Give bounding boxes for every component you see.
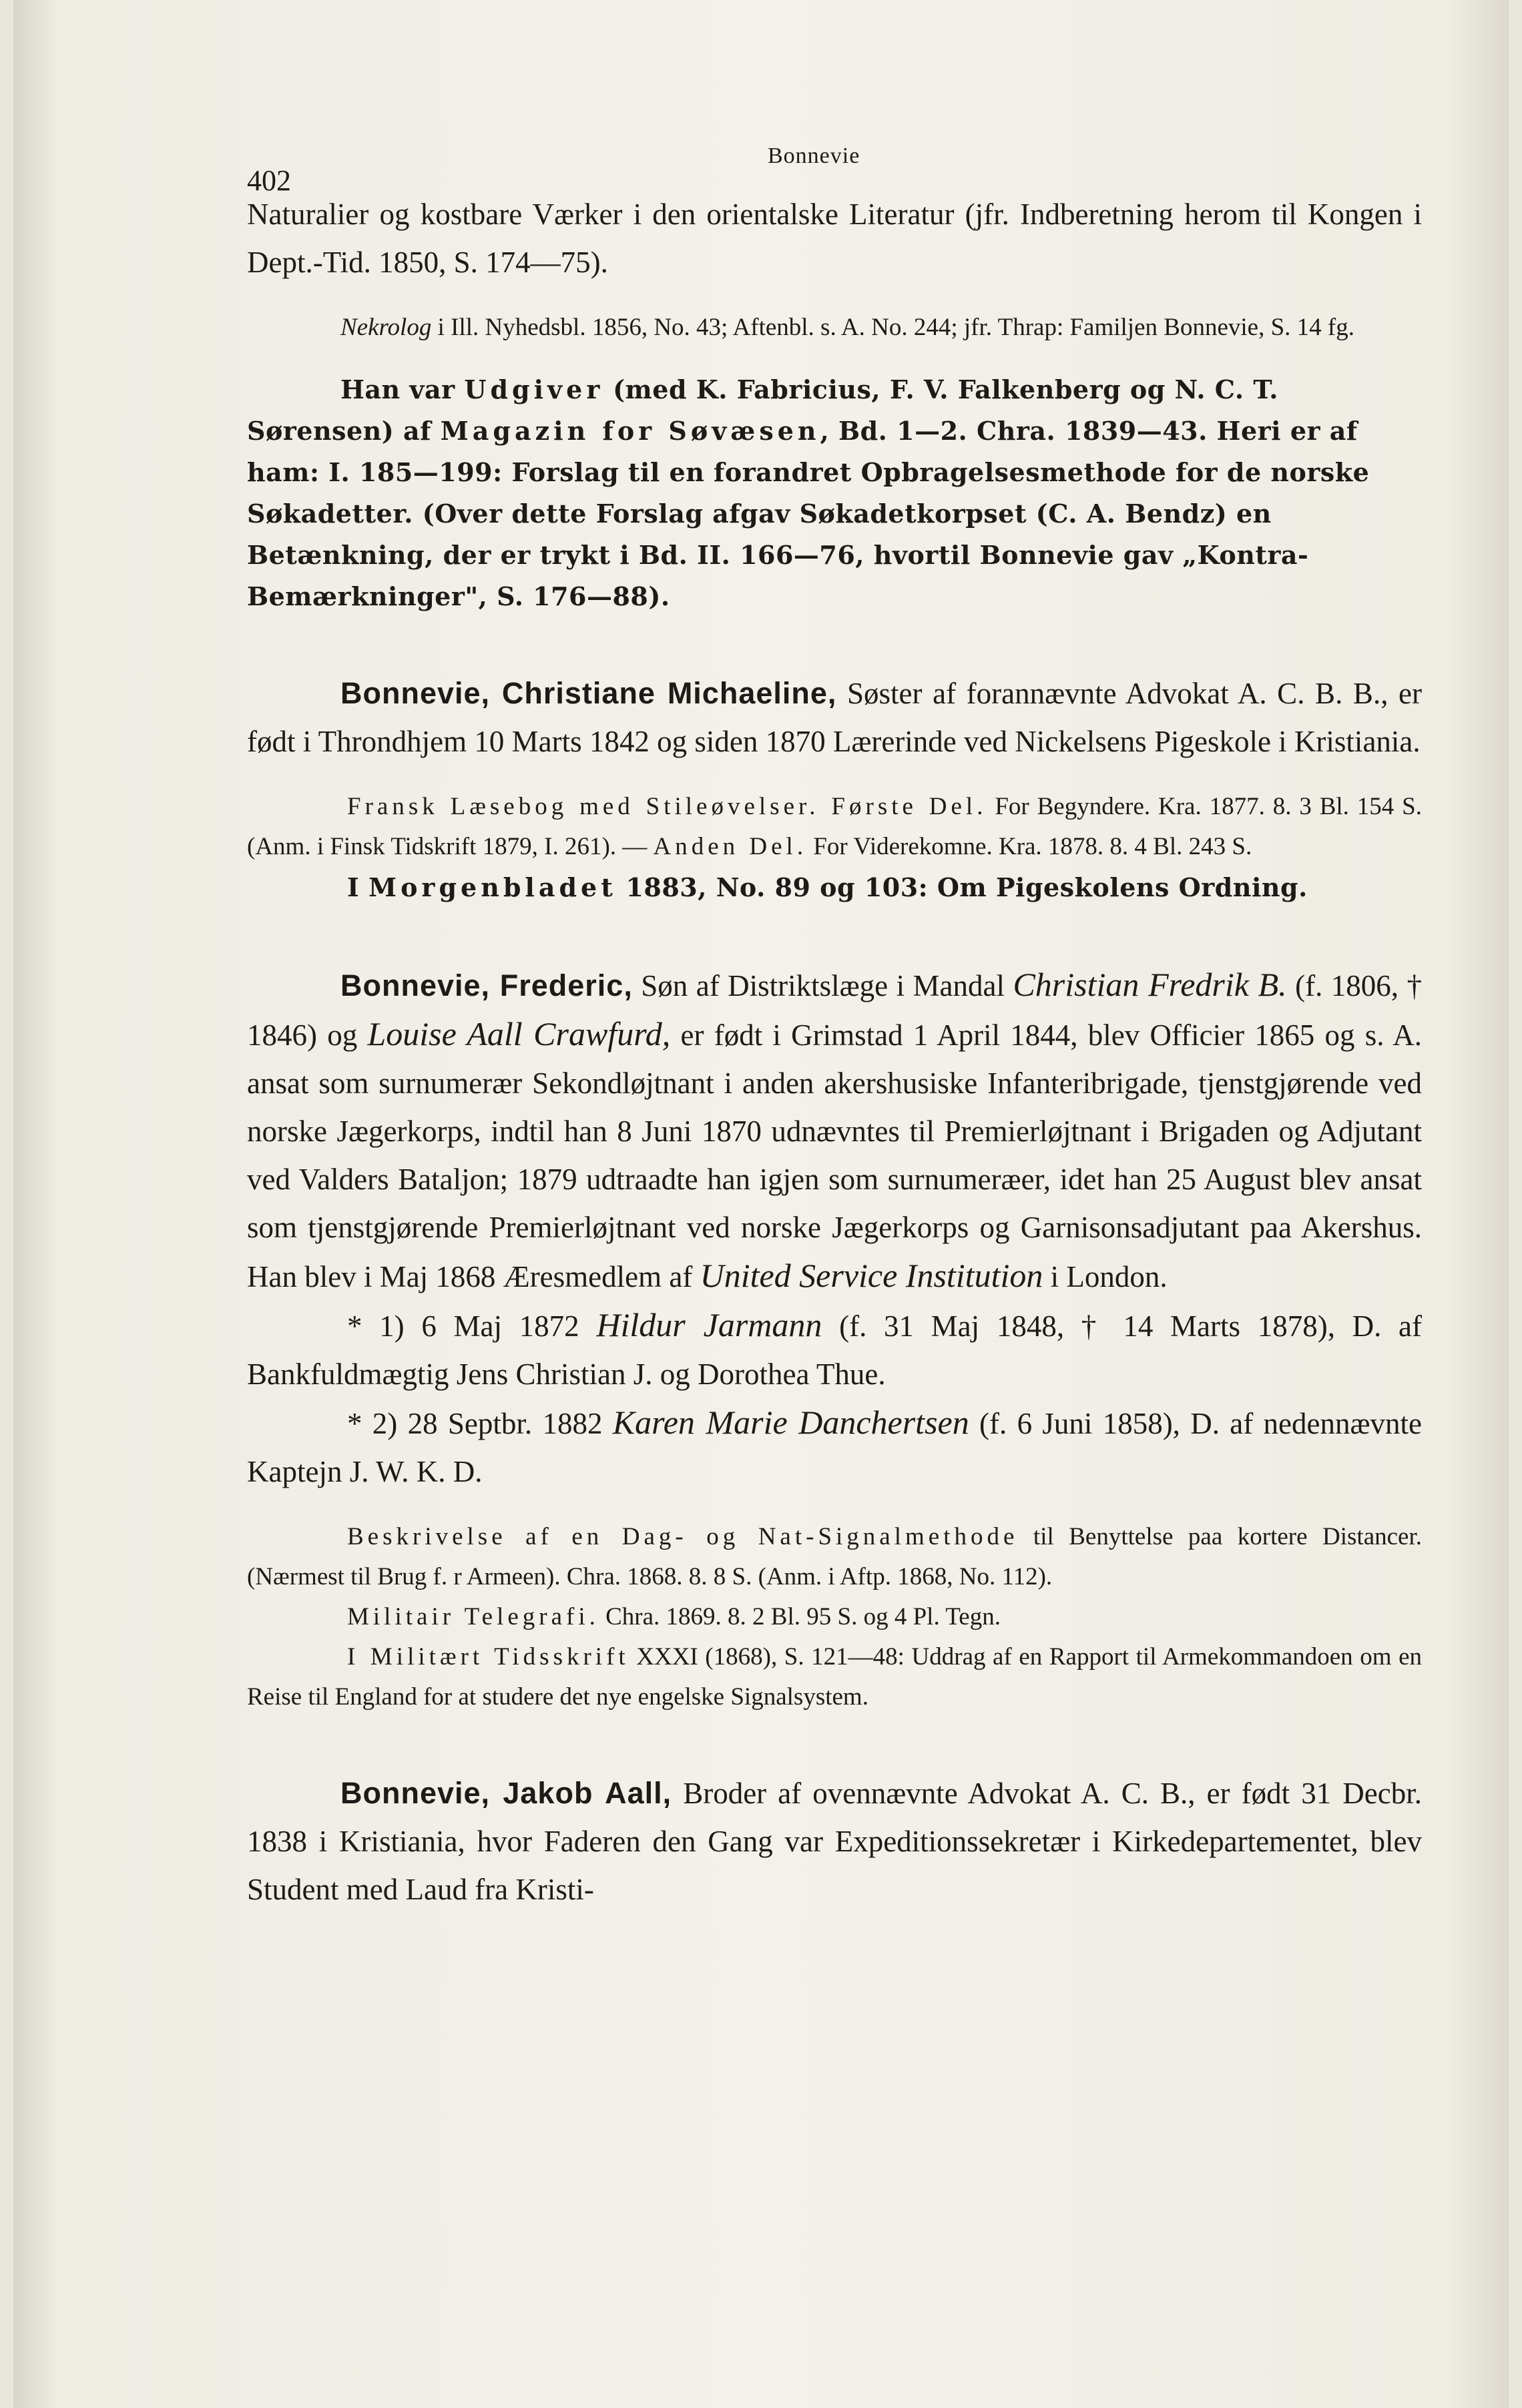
work-title: Militair Telegrafi. [347,1603,599,1630]
father-name: Christian Fredrik B. [1013,966,1287,1003]
nekrolog-reference [247,308,1422,348]
marriage-text: * 2) 28 Septbr. 1882 [347,1407,613,1440]
marriage-text: (f. 6 Juni 1858), D. af nedennævnte Kaptejn J. W. K. D. [247,1407,1422,1488]
wife-name: Karen Marie Danchertsen [612,1404,969,1441]
frederic-marriage-1 [247,1301,1422,1398]
work-details: til Benyttelse paa kortere Distancer. (Nærmest til Brug f. r Armeen). Chra. 1868. 8. 8 S. (Anm. i Aftp. 1868, No. 112). [247,1523,1422,1590]
christiane-work-1 [247,787,1422,867]
frederic-work-3 [247,1637,1422,1717]
fraktur-text: Han var [340,374,465,404]
work-part: Første Del. [819,793,987,820]
entry-text: Broder af ovennævnte Advokat A. C. B., er født 31 Decbr. 1838 i Kristiania, hvor Faderen den Gang var Expeditionssekretær i Kirkedepartementet, blev Student med Laud fra Kristi- [247,1777,1422,1906]
fraktur-morgenbladet: Morgenbladet [368,872,617,902]
nekrolog-text: i Ill. Nyhedsbl. 1856, No. 43; Aftenbl. s. A. No. 244; jfr. Thrap: Familjen Bonnevie, S. 14 fg. [431,314,1354,341]
entry-frederic [247,960,1422,1301]
work-title: Beskrivelse af en Dag- og Nat-Signalmethode [347,1523,1019,1550]
entry-heading: Bonnevie, Christiane Michaeline, [340,676,837,710]
frederic-marriage-2 [247,1398,1422,1496]
fraktur-udgiver: Udgiver [464,374,604,404]
marriage-text: * 1) 6 Maj 1872 [347,1309,597,1343]
page-number: 402 [247,164,291,197]
fraktur-text: 1883, No. 89 og 103: Om Pigeskolens Ordning. [616,872,1308,902]
fraktur-paragraph-magazin [247,369,1422,617]
running-head: Bonnevie [768,143,860,168]
entry-text: Søster af forannævnte Advokat A. C. B. B., er født i Throndhjem 10 Marts 1842 og siden 1870 Lærerinde ved Nickelsens Pigeskole i Kristiania. [247,677,1423,758]
entry-text: Søn af Distriktslæge i Mandal [632,969,1013,1002]
work-part: Anden Del. [653,833,808,860]
work-details: For Viderekomne. Kra. 1878. 8. 4 Bl. 243 S. [807,833,1252,860]
page-header [247,137,1422,197]
marriage-text: (f. 31 Maj 1848, † 14 Marts 1878), D. af Bankfuldmægtig Jens Christian J. og Dorothea Thue. [247,1309,1423,1391]
entry-text: (f. 1806, † 1846) og [247,969,1422,1052]
work-details: XXXI (1868), S. 121—48: Uddrag af en Rapport til Armekommandoen om en Reise til England for at studere det nye engelske Signalsystem. [247,1643,1423,1711]
fraktur-text: , Bd. 1—2. Chra. 1839—43. Heri er af ham: I. 185—199: Forslag til en forandret Opbragelsesmethode for de norske Søkadetter. (Over dette Forslag afgav Søkadetkorpset (C. A. Bendz) en Betænkning, der er trykt i Bd. II. 166—76, hvortil Bonnevie gav „Kontra-Bemærkninger", S. 176—88). [247,416,1370,611]
entry-jakob [247,1769,1422,1913]
entry-heading: Bonnevie, Jakob Aall, [340,1776,672,1810]
mother-name: Louise Aall Crawfurd, [367,1015,671,1052]
entry-christiane [247,669,1422,766]
work-title: Fransk Læsebog med Stileøvelser. [347,793,820,820]
institution-name: United Service Institution [700,1257,1043,1294]
frederic-work-1 [247,1517,1422,1597]
fraktur-text: (med K. Fabricius, F. V. Falkenberg og N. C. T. Sørensen) af [247,374,1278,446]
work-details: Chra. 1869. 8. 2 Bl. 95 S. og 4 Pl. Tegn. [599,1603,1001,1630]
work-details: For Begyndere. Kra. 1877. 8. 3 Bl. 154 S. (Anm. i Finsk Tidskrift 1879, I. 261). — [247,793,1422,860]
fraktur-text: I [347,872,369,902]
fraktur-magazin-title: Magazin for Søvæsen [440,416,820,446]
continued-paragraph [247,190,1422,286]
work-title: I Militært Tidsskrift [347,1643,629,1671]
page-body [247,137,1422,1913]
entry-heading: Bonnevie, Frederic, [340,968,633,1002]
wife-name: Hildur Jarmann [596,1306,822,1343]
entry-text: i London. [1043,1260,1168,1293]
continued-text: Naturalier og kostbare Værker i den orientalske Literatur (jfr. Indberetning herom til Kongen i Dept.-Tid. 1850, S. 174—75). [247,198,1422,279]
book-page [13,0,1509,2408]
christiane-fraktur [247,867,1422,908]
entry-text: er født i Grimstad 1 April 1844, blev Officier 1865 og s. A. ansat som surnumerær Sekondløjtnant i anden akershusiske Infanteribrigade, tjenstgjørende ved norske Jægerkorps, indtil han 8 Juni 1870 udnævntes til Premierløjtnant i Brigaden og Adjutant ved Valders Bataljon; 1879 udtraadte han igjen som surnumeræer, idet han 25 August blev ansat som tjenstgjørende Premierløjtnant ved norske Jægerkorps og Garnisonsadjutant paa Akershus. Han blev i Maj 1868 Æresmedlem af [247,1018,1422,1293]
frederic-work-2 [247,1597,1422,1637]
nekrolog-label: Nekrolog [340,314,432,341]
